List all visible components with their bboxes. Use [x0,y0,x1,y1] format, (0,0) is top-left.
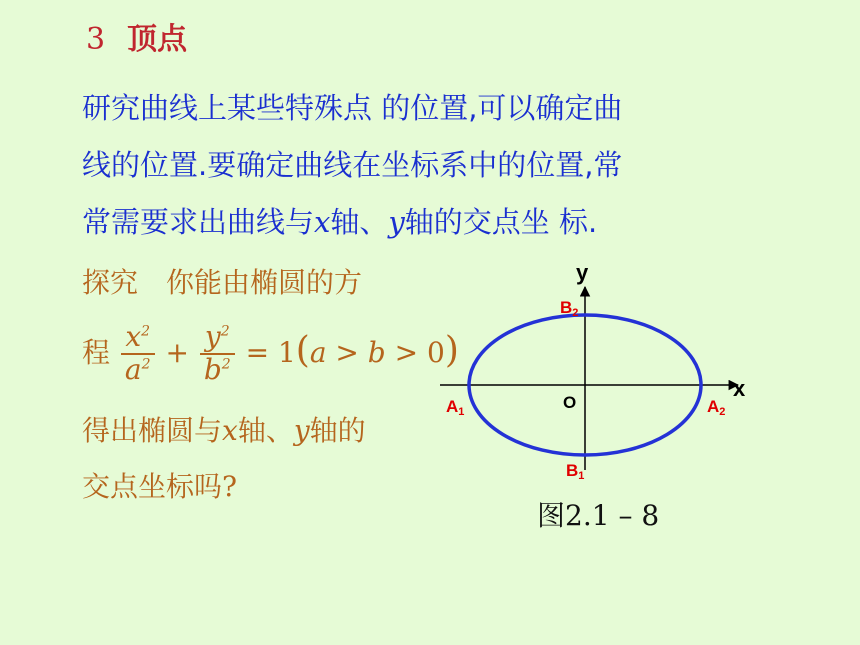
greater-than-zero: > 0 [385,335,445,369]
section-title: 顶点 [127,22,188,57]
caption-number: 2.1 – 8 [565,499,660,532]
figure-caption [537,494,659,534]
paren-open: ( [295,329,310,371]
numerator-x: x [125,320,142,353]
origin-label: O [563,393,577,412]
question-line-1: 探究 你能由椭圆的方 [82,266,363,299]
paren-close: ) [444,329,459,371]
denominator-b: b [203,352,222,386]
vertex-label-a2: A2 [707,397,726,418]
equals-one: = 1 [245,335,296,369]
equation-prefix: 程 [82,335,111,369]
numerator-y: y [204,320,221,353]
exponent: 2 [221,356,231,373]
exponent: 2 [141,356,151,373]
exponent: 2 [141,323,151,340]
cond-a: a [309,335,327,369]
vertex-label-a1: A1 [446,397,465,418]
intro-line-1: 研究曲线上某些特殊点 的位置,可以确定曲 [82,91,623,125]
caption-prefix: 图 [537,499,566,532]
vertex-label-b2: B2 [560,298,579,319]
plus-sign: + [165,335,189,369]
var-y: y [388,205,405,239]
exponent: 2 [220,323,230,340]
var-x: x [222,414,238,447]
intro-line-2: 线的位置.要确定曲线在坐标系中的位置,常 [82,148,623,182]
question-text: 轴的 [309,414,366,447]
cond-b: b [367,335,386,369]
x-axis-label: x [733,376,746,401]
var-y: y [293,414,310,447]
intro-text: 常需要求出曲线与 [82,205,315,239]
intro-text: 轴、 [330,205,389,239]
greater-than: > [326,335,368,369]
vertex-label-b1: B1 [566,461,585,482]
y-axis-label: y [576,260,589,285]
var-x: x [314,205,331,239]
question-text: 交点坐标吗 [82,470,223,503]
intro-text: 轴的交点坐 标. [404,205,598,239]
question-mark: ? [222,470,238,503]
question-text: 轴、 [237,414,294,447]
denominator-a: a [124,352,142,386]
section-number: 3 [86,22,106,57]
question-text: 得出椭圆与 [82,414,223,447]
